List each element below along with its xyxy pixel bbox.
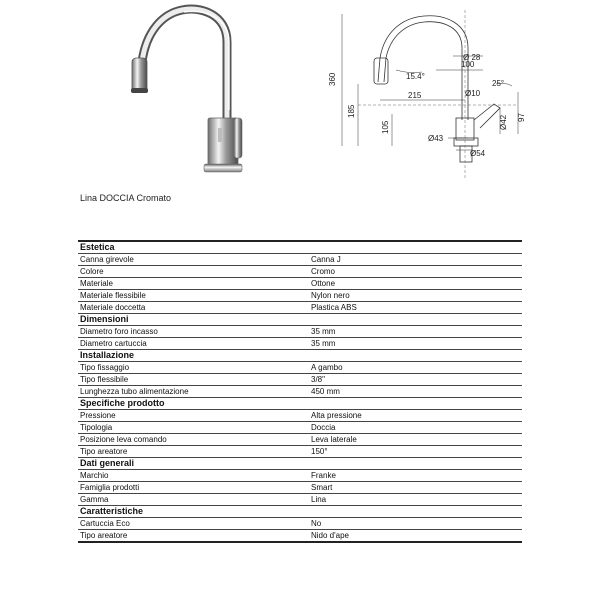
spec-label: Materiale flessibile bbox=[78, 290, 308, 302]
section-title: Specifiche prodotto bbox=[78, 398, 522, 410]
spec-table bbox=[78, 240, 522, 543]
spec-label: Marchio bbox=[78, 470, 308, 482]
spec-value: 35 mm bbox=[308, 338, 522, 350]
spec-label: Lunghezza tubo alimentazione bbox=[78, 386, 308, 398]
spec-value: Ottone bbox=[308, 278, 522, 290]
spec-value: Nylon nero bbox=[308, 290, 522, 302]
dim-105: 105 bbox=[381, 120, 390, 134]
spec-label: Tipo areatore bbox=[78, 530, 308, 543]
spec-value: Doccia bbox=[308, 422, 522, 434]
spec-row bbox=[78, 254, 522, 266]
spec-label: Tipo flessibile bbox=[78, 374, 308, 386]
section-header bbox=[78, 314, 522, 326]
spec-value: 450 mm bbox=[308, 386, 522, 398]
dim-diam-10: Ø10 bbox=[465, 89, 481, 98]
spec-row bbox=[78, 290, 522, 302]
spec-row bbox=[78, 518, 522, 530]
spec-row bbox=[78, 494, 522, 506]
dim-diam-42: Ø42 bbox=[499, 114, 508, 130]
spec-label: Gamma bbox=[78, 494, 308, 506]
product-caption: Lina DOCCIA Cromato bbox=[80, 193, 172, 203]
spec-label: Materiale doccetta bbox=[78, 302, 308, 314]
spec-row bbox=[78, 374, 522, 386]
section-title: Dimensioni bbox=[78, 314, 522, 326]
spec-row bbox=[78, 530, 522, 543]
spec-label: Diametro cartuccia bbox=[78, 338, 308, 350]
section-title: Installazione bbox=[78, 350, 522, 362]
dim-angle-25: 25° bbox=[492, 79, 505, 88]
spec-row bbox=[78, 302, 522, 314]
spec-row bbox=[78, 422, 522, 434]
spec-row bbox=[78, 410, 522, 422]
spec-value: Cromo bbox=[308, 266, 522, 278]
spec-row bbox=[78, 362, 522, 374]
spec-value: Franke bbox=[308, 470, 522, 482]
section-title: Caratteristiche bbox=[78, 506, 522, 518]
spec-row bbox=[78, 326, 522, 338]
spec-label: Tipo areatore bbox=[78, 446, 308, 458]
spec-label: Pressione bbox=[78, 410, 308, 422]
spec-row bbox=[78, 470, 522, 482]
spec-row bbox=[78, 446, 522, 458]
spec-value: Plastica ABS bbox=[308, 302, 522, 314]
section-title: Dati generali bbox=[78, 458, 522, 470]
spec-row bbox=[78, 434, 522, 446]
spec-row bbox=[78, 266, 522, 278]
section-header bbox=[78, 398, 522, 410]
dim-215: 215 bbox=[408, 91, 422, 100]
section-header bbox=[78, 350, 522, 362]
section-header bbox=[78, 506, 522, 518]
technical-drawing bbox=[318, 0, 540, 185]
spec-value: A gambo bbox=[308, 362, 522, 374]
spec-value: Canna J bbox=[308, 254, 522, 266]
spec-value: Leva laterale bbox=[308, 434, 522, 446]
spec-label: Tipologia bbox=[78, 422, 308, 434]
dim-diam-28: Ø 28 bbox=[463, 53, 481, 62]
spec-value: Smart bbox=[308, 482, 522, 494]
dim-97: 97 bbox=[517, 113, 526, 122]
section-header bbox=[78, 241, 522, 254]
spec-value: No bbox=[308, 518, 522, 530]
dim-diam-43: Ø43 bbox=[428, 134, 444, 143]
dim-angle-15: 15.4° bbox=[406, 72, 425, 81]
spec-value: Alta pressione bbox=[308, 410, 522, 422]
section-header bbox=[78, 458, 522, 470]
spec-row bbox=[78, 278, 522, 290]
dim-diam-54: Ø54 bbox=[470, 149, 486, 158]
dim-185: 185 bbox=[347, 104, 356, 118]
spec-value: 150° bbox=[308, 446, 522, 458]
spec-row bbox=[78, 386, 522, 398]
spec-label: Posizione leva comando bbox=[78, 434, 308, 446]
spec-value: Lina bbox=[308, 494, 522, 506]
spec-row bbox=[78, 482, 522, 494]
spec-label: Diametro foro incasso bbox=[78, 326, 308, 338]
spec-label: Cartuccia Eco bbox=[78, 518, 308, 530]
spec-label: Colore bbox=[78, 266, 308, 278]
section-title: Estetica bbox=[78, 241, 522, 254]
spec-row bbox=[78, 338, 522, 350]
faucet-photo bbox=[110, 0, 270, 185]
spec-value: 35 mm bbox=[308, 326, 522, 338]
spec-label: Famiglia prodotti bbox=[78, 482, 308, 494]
spec-value: 3/8" bbox=[308, 374, 522, 386]
spec-value: Nido d'ape bbox=[308, 530, 522, 543]
spec-label: Canna girevole bbox=[78, 254, 308, 266]
spec-label: Materiale bbox=[78, 278, 308, 290]
spec-label: Tipo fissaggio bbox=[78, 362, 308, 374]
dim-360: 360 bbox=[328, 72, 337, 86]
dim-100: 100 bbox=[461, 60, 475, 69]
